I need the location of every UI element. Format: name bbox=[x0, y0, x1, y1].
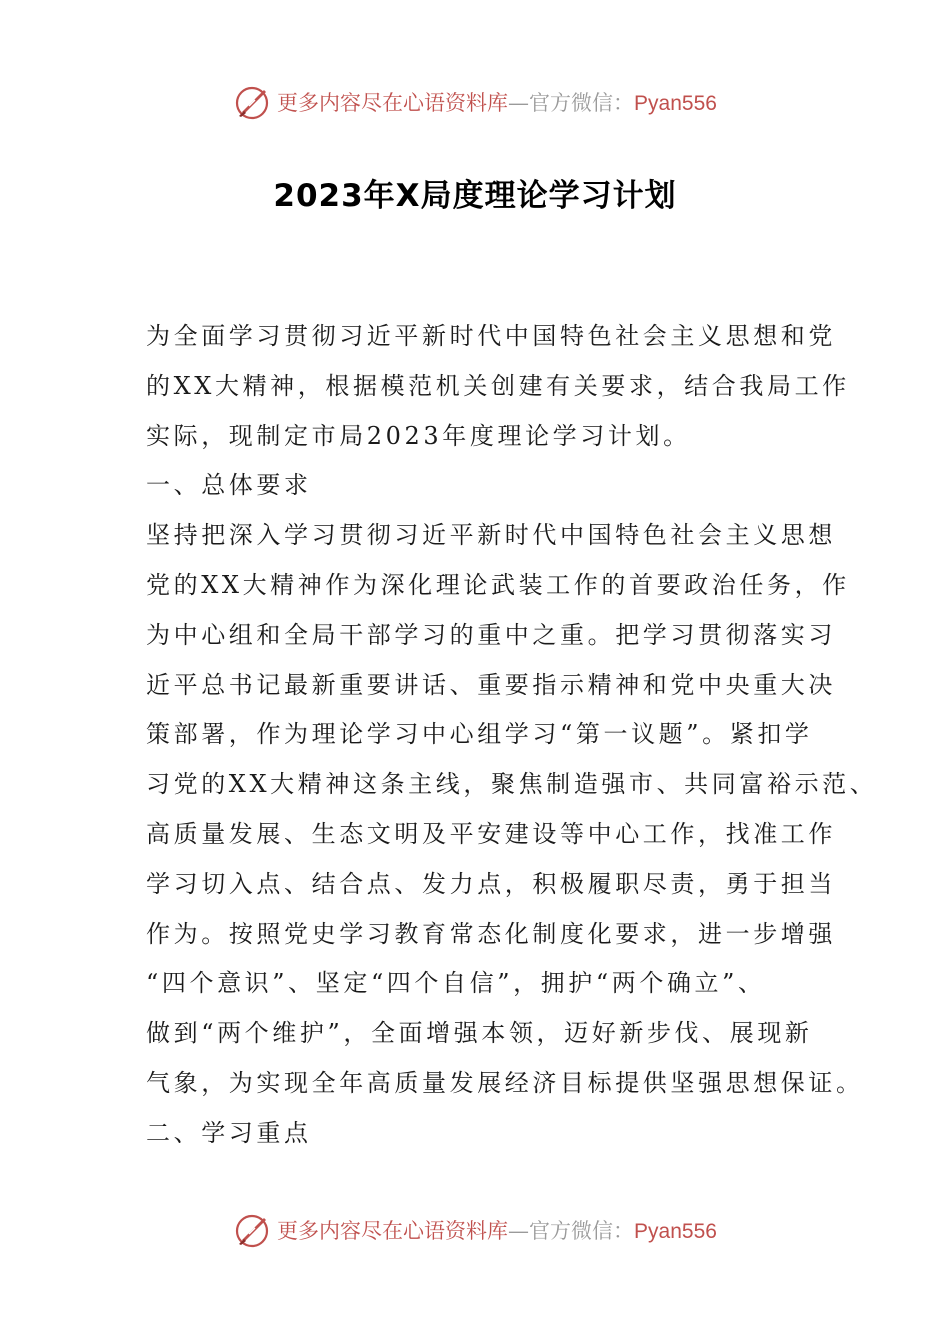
text-line: 作为。按照党史学习教育常态化制度化要求，进一步增强 bbox=[146, 919, 836, 948]
text-line: 策部署，作为理论学习中心组学习“第一议题”。紧扣学 bbox=[146, 720, 813, 749]
watermark-brand: 更多内容尽在心语资料库 bbox=[277, 91, 509, 115]
text-line: 做到“两个维护”，全面增强本领，迈好新步伐、展现新 bbox=[146, 1019, 813, 1048]
watermark-label: —官方微信： bbox=[508, 1219, 635, 1243]
text-line: 近平总书记最新重要讲话、重要指示精神和党中央重大决 bbox=[146, 670, 836, 699]
text-line: 气象，为实现全年高质量发展经济目标提供坚强思想保证。 bbox=[146, 1068, 864, 1097]
text-line: 实际，现制定市局2023年度理论学习计划。 bbox=[146, 421, 691, 450]
text-line: 为全面学习贯彻习近平新时代中国特色社会主义思想和党 bbox=[146, 322, 836, 350]
section-heading-2: 二、学习重点 bbox=[146, 1118, 312, 1147]
text-line: “四个意识”、坚定“四个自信”，拥护“两个确立”、 bbox=[146, 969, 766, 998]
pen-nib-logo-icon bbox=[233, 82, 273, 122]
document-title: 2023年X局度理论学习计划 bbox=[273, 178, 677, 214]
text-line: 为中心组和全局干部学习的重中之重。把学习贯彻落实习 bbox=[146, 620, 836, 649]
watermark-wechat-id: Pyan556 bbox=[634, 1220, 717, 1243]
text-line: 学习切入点、结合点、发力点，积极履职尽责，勇于担当 bbox=[146, 869, 836, 898]
text-line: 的XX大精神，根据模范机关创建有关要求，结合我局工作 bbox=[146, 371, 850, 400]
document-body bbox=[146, 312, 878, 1159]
text-line: 习党的XX大精神这条主线，聚焦制造强市、共同富裕示范、 bbox=[146, 770, 878, 799]
text-line: 党的XX大精神作为深化理论武装工作的首要政治任务，作 bbox=[146, 570, 850, 599]
text-line: 高质量发展、生态文明及平安建设等中心工作，找准工作 bbox=[146, 819, 836, 848]
footer-watermark bbox=[0, 1208, 950, 1252]
watermark-wechat-id: Pyan556 bbox=[634, 92, 717, 115]
section-heading-1: 一、总体要求 bbox=[146, 471, 312, 500]
text-line: 坚持把深入学习贯彻习近平新时代中国特色社会主义思想 bbox=[146, 521, 836, 550]
pen-nib-logo-icon bbox=[233, 1210, 273, 1250]
watermark-text bbox=[277, 1215, 717, 1245]
watermark-brand: 更多内容尽在心语资料库 bbox=[277, 1219, 509, 1243]
header-watermark bbox=[0, 80, 950, 124]
watermark-text bbox=[277, 87, 717, 117]
watermark-label: —官方微信： bbox=[508, 91, 635, 115]
